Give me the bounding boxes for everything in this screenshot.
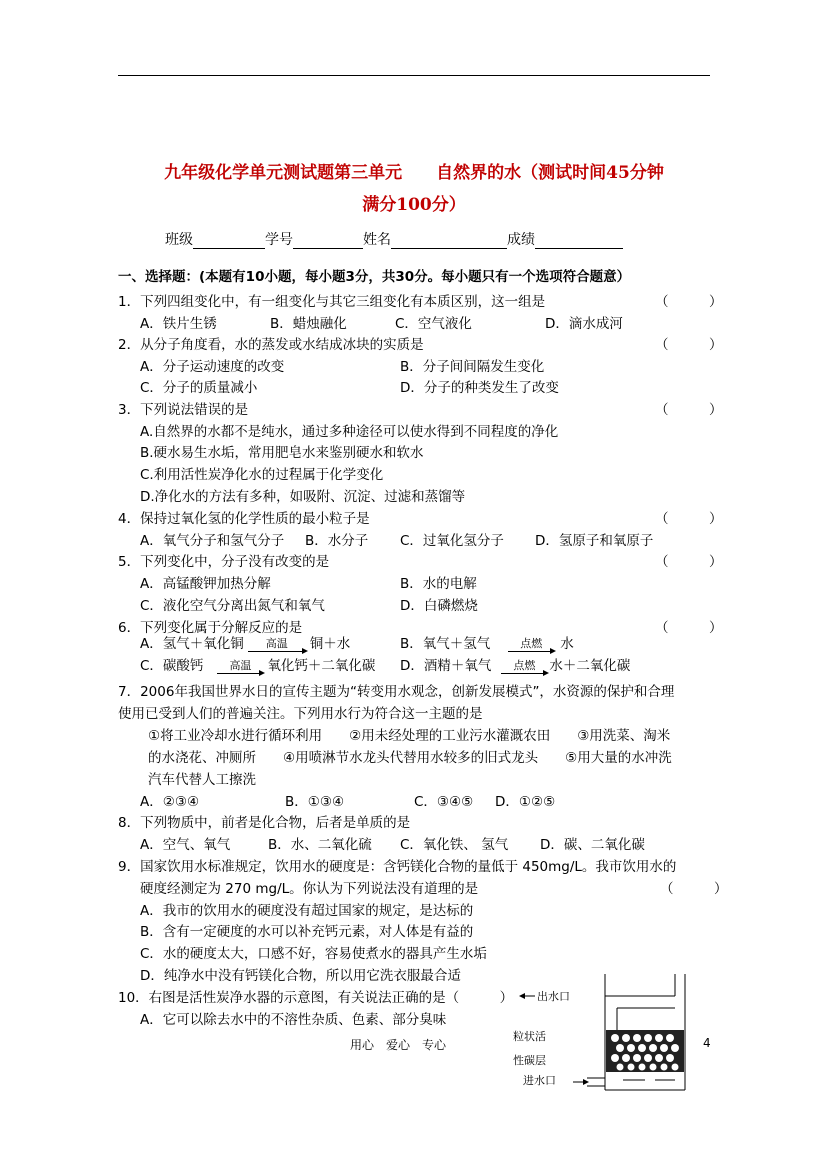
q6-d-products: 水＋二氧化碳 — [549, 658, 631, 674]
arrow-icon — [248, 651, 306, 652]
q7-option-b[interactable]: B．①③④ — [285, 794, 345, 810]
q9-stem-line2: 硬度经测定为 270 mg/L。你认为下列说法没有道理的是 — [140, 881, 479, 897]
q3-option-c[interactable]: C.利用活性炭净化水的过程属于化学变化 — [140, 467, 384, 483]
page-title-line1: 九年级化学单元测试题第三单元 自然界的水（测试时间45分钟 — [164, 163, 664, 183]
reaction-arrow — [508, 638, 554, 652]
q1-option-b[interactable]: B．蜡烛融化 — [270, 316, 347, 332]
q1-option-a[interactable]: A．铁片生锈 — [140, 316, 217, 332]
name-label: 姓名 — [363, 232, 391, 248]
q5-option-b[interactable]: B．水的电解 — [400, 576, 477, 592]
q6-option-c[interactable] — [140, 654, 375, 674]
score-label: 成绩 — [507, 232, 535, 248]
page-number: 4 — [703, 1036, 711, 1050]
q8-option-a[interactable]: A．空气、氧气 — [140, 837, 231, 853]
q6-answer-paren[interactable]: （ ） — [655, 620, 723, 636]
q6-a-reactants: A．氢气＋氧化铜 — [140, 636, 244, 652]
q2-option-c[interactable]: C．分子的质量减小 — [140, 380, 258, 396]
name-field[interactable] — [391, 234, 507, 249]
reaction-arrow — [248, 638, 306, 652]
outlet-label: 出水口 — [537, 990, 570, 1003]
q5-option-c[interactable]: C．液化空气分离出氮气和氧气 — [140, 598, 325, 614]
section-heading: 一、选择题：(本题有10小题，每小题3分，共30分。每小题只有一个选项符合题意） — [118, 269, 631, 285]
q3-answer-paren[interactable]: （ ） — [655, 402, 723, 418]
q7-option-c[interactable]: C．③④⑤ — [414, 794, 474, 810]
q2-stem: 2．从分子角度看，水的蒸发或水结成冰块的实质是 — [118, 337, 424, 353]
q7-statements-line2: 的水浇花、冲厕所 ④用喷淋节水龙头代替用水较多的旧式龙头 ⑤用大量的水冲洗 — [148, 750, 672, 766]
arrow-icon — [508, 651, 554, 652]
score-field[interactable] — [535, 234, 623, 249]
q2-option-d[interactable]: D．分子的种类发生了改变 — [400, 380, 559, 396]
q10-stem: 10．右图是活性炭净水器的示意图，有关说法正确的是（ ） — [118, 990, 514, 1006]
q6-c-products: 氧化钙＋二氧化碳 — [267, 658, 376, 674]
q5-stem: 5．下列变化中，分子没有改变的是 — [118, 554, 330, 570]
q6-c-reactants: C．碳酸钙 — [140, 658, 204, 674]
arrow-icon — [501, 673, 547, 674]
q8-stem: 8．下列物质中，前者是化合物，后者是单质的是 — [118, 815, 411, 831]
q9-answer-paren[interactable]: （ ） — [660, 881, 728, 897]
q9-option-b[interactable]: B．含有一定硬度的水可以补充钙元素，对人体是有益的 — [140, 924, 474, 940]
number-field[interactable] — [293, 234, 363, 249]
q6-option-d[interactable] — [400, 654, 630, 674]
q3-stem: 3．下列说法错误的是 — [118, 402, 249, 418]
q2-option-b[interactable]: B．分子间间隔发生变化 — [400, 359, 545, 375]
header-rule — [118, 75, 710, 76]
q9-option-a[interactable]: A．我市的饮用水的硬度没有超过国家的规定，是达标的 — [140, 903, 474, 919]
page-title-line2: 满分100分） — [362, 195, 466, 215]
q10-option-a[interactable]: A．它可以除去水中的不溶性杂质、色素、部分臭味 — [140, 1012, 447, 1028]
condition-label: 点燃 — [520, 637, 543, 650]
q8-option-d[interactable]: D．碳、二氧化碳 — [540, 837, 645, 853]
q9-stem-line1: 9．国家饮用水标准规定，饮用水的硬度是：含钙镁化合物的量低于 450mg/L。我市饮用水的 — [118, 859, 677, 875]
q2-option-a[interactable]: A．分子运动速度的改变 — [140, 359, 285, 375]
q4-option-a[interactable]: A．氧气分子和氢气分子 — [140, 533, 285, 549]
q4-answer-paren[interactable]: （ ） — [655, 511, 723, 527]
arrow-icon — [217, 673, 263, 674]
condition-label: 点燃 — [513, 659, 536, 672]
q6-option-b[interactable] — [400, 632, 574, 652]
condition-label: 高温 — [265, 637, 288, 650]
q6-a-products: 铜＋水 — [309, 636, 351, 652]
q7-option-d[interactable]: D．①②⑤ — [495, 794, 556, 810]
class-label: 班级 — [165, 232, 193, 248]
q3-option-b[interactable]: B.硬水易生水垢，常用肥皂水来鉴别硬水和软水 — [140, 445, 424, 461]
student-info-row — [165, 229, 623, 249]
q2-answer-paren[interactable]: （ ） — [655, 337, 723, 353]
q7-statements-line3: 汽车代替人工擦洗 — [148, 772, 256, 788]
reaction-arrow — [217, 660, 263, 674]
q6-b-reactants: B．氧气＋氢气 — [400, 636, 491, 652]
water-purifier-figure — [505, 968, 705, 1098]
q8-option-b[interactable]: B．水、二氧化硫 — [268, 837, 372, 853]
q5-option-a[interactable]: A．高锰酸钾加热分解 — [140, 576, 271, 592]
inlet-label: 进水口 — [523, 1074, 556, 1087]
q1-stem: 1．下列四组变化中，有一组变化与其它三组变化有本质区别，这一组是 — [118, 294, 546, 310]
q5-option-d[interactable]: D．白磷燃烧 — [400, 598, 478, 614]
q1-option-c[interactable]: C．空气液化 — [395, 316, 472, 332]
number-label: 学号 — [265, 232, 293, 248]
q3-option-d[interactable]: D.净化水的方法有多种，如吸附、沉淀、过滤和蒸馏等 — [140, 489, 466, 505]
q3-option-a[interactable]: A.自然界的水都不是纯水，通过多种途径可以使水得到不同程度的净化 — [140, 424, 559, 440]
q4-option-b[interactable]: B．水分子 — [305, 533, 369, 549]
carbon-layer-label-2: 性碳层 — [513, 1054, 546, 1067]
q6-stem: 6．下列变化属于分解反应的是 — [118, 620, 303, 636]
q8-option-c[interactable]: C．氧化铁、 氢气 — [400, 837, 509, 853]
q6-option-a[interactable] — [140, 632, 350, 652]
q7-stem-line1: 7．2006年我国世界水日的宣传主题为“转变用水观念，创新发展模式”，水资源的保护和合理 — [118, 684, 675, 700]
q4-option-c[interactable]: C．过氧化氢分子 — [400, 533, 504, 549]
q9-option-c[interactable]: C．水的硬度太大，口感不好，容易使煮水的器具产生水垢 — [140, 946, 487, 962]
footer-motto: 用心 爱心 专心 — [350, 1038, 447, 1052]
q6-d-reactants: D．酒精＋氧气 — [400, 658, 492, 674]
q6-b-products: 水 — [560, 636, 574, 652]
q4-stem: 4．保持过氧化氢的化学性质的最小粒子是 — [118, 511, 370, 527]
q5-answer-paren[interactable]: （ ） — [655, 554, 723, 570]
condition-label: 高温 — [229, 659, 252, 672]
reaction-arrow — [501, 660, 547, 674]
q1-option-d[interactable]: D．滴水成河 — [545, 316, 623, 332]
q9-option-d[interactable]: D．纯净水中没有钙镁化合物，所以用它洗衣服最合适 — [140, 968, 461, 984]
q4-option-d[interactable]: D．氢原子和氧原子 — [535, 533, 654, 549]
carbon-layer-label-1: 粒状活 — [513, 1030, 546, 1043]
q1-answer-paren[interactable]: （ ） — [655, 294, 723, 310]
q7-statements-line1: ①将工业冷却水进行循环利用 ②用未经处理的工业污水灌溉农田 ③用洗菜、淘米 — [148, 728, 671, 744]
q7-stem-line2: 使用已受到人们的普遍关注。下列用水行为符合这一主题的是 — [118, 706, 483, 722]
q7-option-a[interactable]: A．②③④ — [140, 794, 200, 810]
class-field[interactable] — [193, 234, 265, 249]
